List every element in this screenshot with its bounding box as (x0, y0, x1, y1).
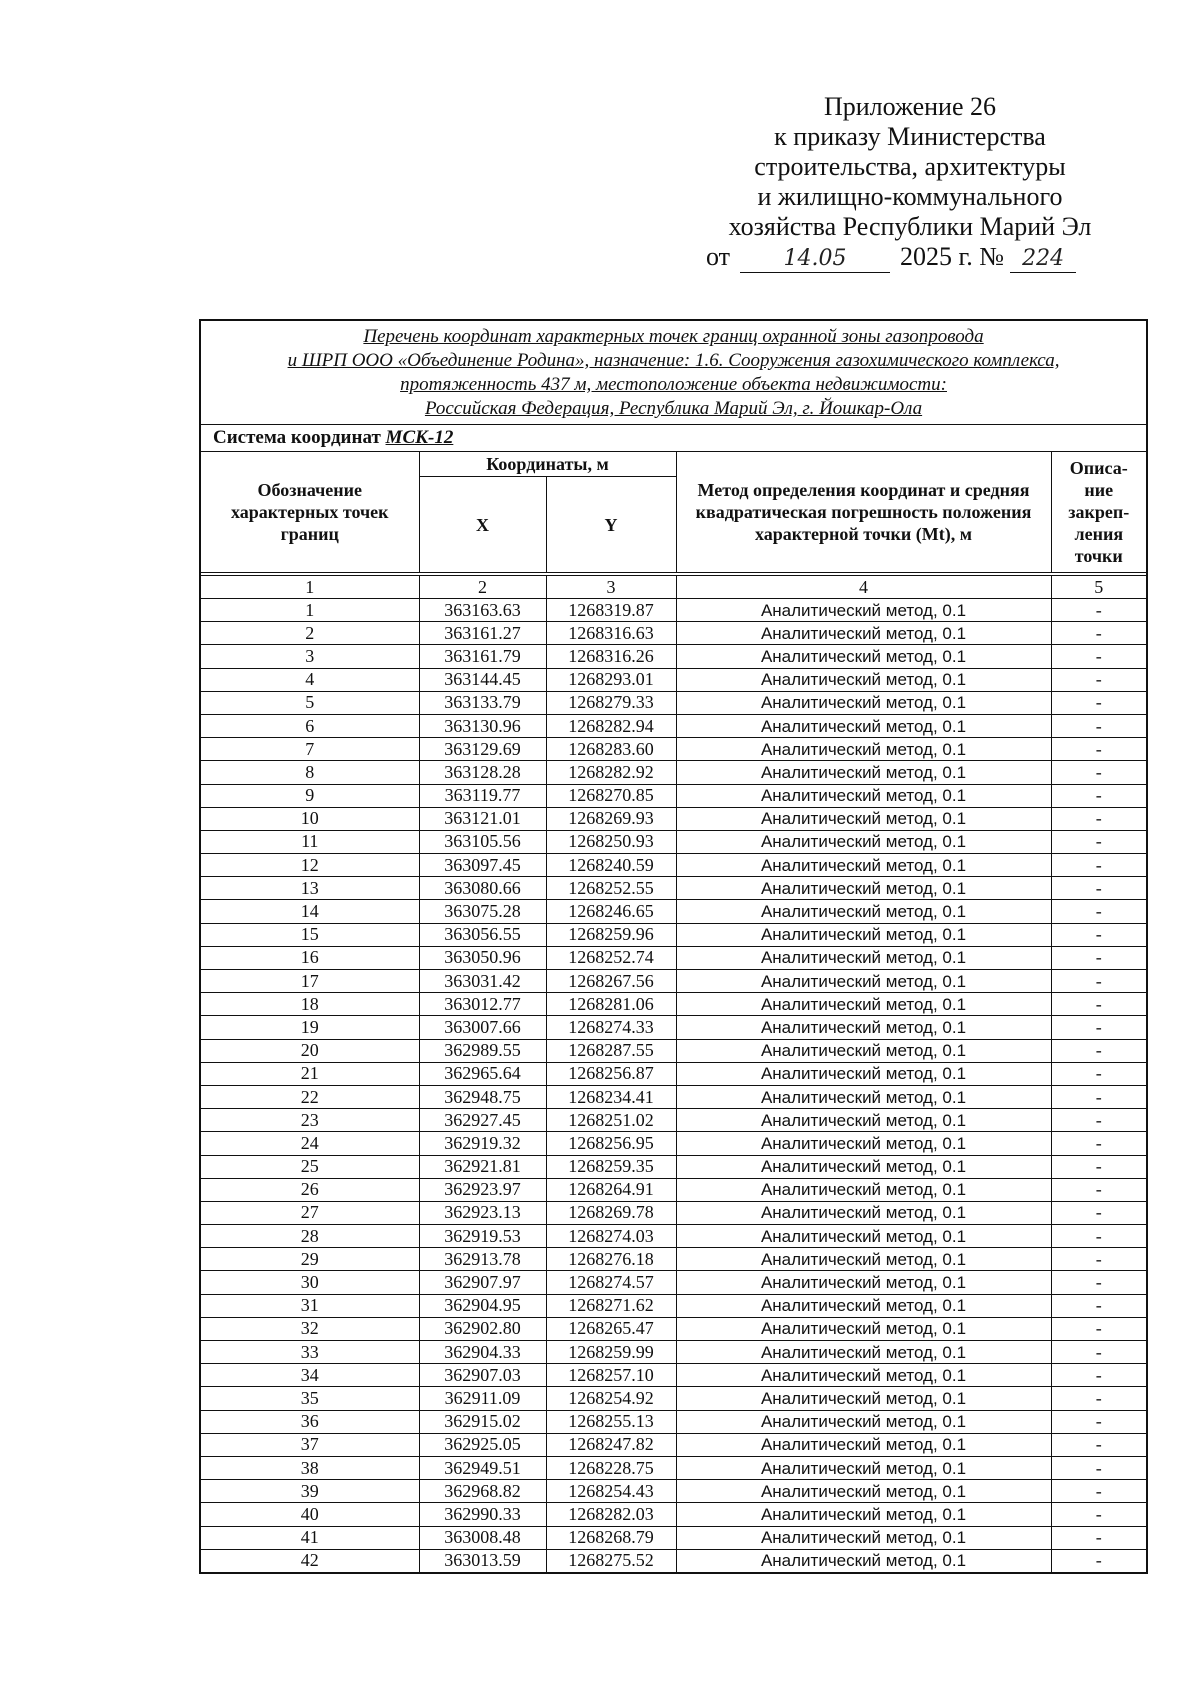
table-row (200, 923, 1147, 946)
table-row (200, 854, 1147, 877)
x-coordinate: 363097.45 (419, 854, 546, 877)
y-coordinate: 1268257.10 (546, 1364, 676, 1387)
table-row (200, 1132, 1147, 1155)
y-coordinate: 1268283.60 (546, 738, 676, 761)
y-coordinate: 1268251.02 (546, 1109, 676, 1132)
point-number: 16 (200, 946, 419, 969)
description: - (1051, 622, 1147, 645)
y-coordinate: 1268270.85 (546, 784, 676, 807)
description: - (1051, 807, 1147, 830)
y-coordinate: 1268256.87 (546, 1062, 676, 1085)
table-row (200, 761, 1147, 784)
y-coordinate: 1268281.06 (546, 993, 676, 1016)
method: Аналитический метод, 0.1 (676, 1155, 1051, 1178)
point-number: 32 (200, 1317, 419, 1340)
method: Аналитический метод, 0.1 (676, 970, 1051, 993)
y-coordinate: 1268282.92 (546, 761, 676, 784)
col-number: 5 (1051, 576, 1147, 599)
ministry-line-1: строительства, архитектуры (754, 152, 1066, 181)
table-row (200, 1480, 1147, 1503)
description: - (1051, 1364, 1147, 1387)
caption-line: Российская Федерация, Республика Марий Эл, г. Йошкар-Ола (424, 398, 923, 419)
point-number: 41 (200, 1526, 419, 1549)
x-coordinate: 363056.55 (419, 923, 546, 946)
point-number: 31 (200, 1294, 419, 1317)
x-coordinate: 363121.01 (419, 807, 546, 830)
method: Аналитический метод, 0.1 (676, 1503, 1051, 1526)
y-coordinate: 1268271.62 (546, 1294, 676, 1317)
point-number: 5 (200, 691, 419, 714)
table-row (200, 1201, 1147, 1224)
y-coordinate: 1268255.13 (546, 1410, 676, 1433)
table-row (200, 807, 1147, 830)
description: - (1051, 1132, 1147, 1155)
point-number: 20 (200, 1039, 419, 1062)
description: - (1051, 1039, 1147, 1062)
description: - (1051, 877, 1147, 900)
x-coordinate: 362925.05 (419, 1433, 546, 1456)
col-number: 4 (676, 576, 1051, 599)
method: Аналитический метод, 0.1 (676, 1271, 1051, 1294)
point-number: 35 (200, 1387, 419, 1410)
point-number: 24 (200, 1132, 419, 1155)
coordinates-table (199, 319, 1148, 1574)
method: Аналитический метод, 0.1 (676, 1480, 1051, 1503)
table-row (200, 622, 1147, 645)
method: Аналитический метод, 0.1 (676, 1433, 1051, 1456)
x-coordinate: 363130.96 (419, 714, 546, 737)
point-number: 34 (200, 1364, 419, 1387)
method: Аналитический метод, 0.1 (676, 1132, 1051, 1155)
order-date-line (700, 242, 1120, 273)
method: Аналитический метод, 0.1 (676, 784, 1051, 807)
handwritten-date: 14.05 (740, 246, 890, 273)
y-coordinate: 1268268.79 (546, 1526, 676, 1549)
method: Аналитический метод, 0.1 (676, 1549, 1051, 1573)
method: Аналитический метод, 0.1 (676, 738, 1051, 761)
table-caption-row (200, 320, 1147, 425)
x-coordinate: 363075.28 (419, 900, 546, 923)
col-number: 2 (419, 576, 546, 599)
table-row (200, 1410, 1147, 1433)
point-number: 19 (200, 1016, 419, 1039)
point-number: 9 (200, 784, 419, 807)
description: - (1051, 1016, 1147, 1039)
description: - (1051, 738, 1147, 761)
x-coordinate: 362923.97 (419, 1178, 546, 1201)
table-row (200, 1317, 1147, 1340)
table-row (200, 993, 1147, 1016)
method: Аналитический метод, 0.1 (676, 599, 1051, 622)
table-row (200, 668, 1147, 691)
caption-line: и ШРП ООО «Объединение Родина», назначение: 1.6. Сооружения газохимического комплекса, (287, 350, 1060, 371)
method: Аналитический метод, 0.1 (676, 923, 1051, 946)
y-coordinate: 1268256.95 (546, 1132, 676, 1155)
table-row (200, 599, 1147, 622)
point-number: 30 (200, 1271, 419, 1294)
method: Аналитический метод, 0.1 (676, 993, 1051, 1016)
table-row (200, 877, 1147, 900)
description: - (1051, 1109, 1147, 1132)
y-coordinate: 1268319.87 (546, 599, 676, 622)
x-coordinate: 362948.75 (419, 1085, 546, 1108)
x-coordinate: 363161.79 (419, 645, 546, 668)
caption-line: Перечень координат характерных точек границ охранной зоны газопровода (363, 326, 984, 347)
y-coordinate: 1268264.91 (546, 1178, 676, 1201)
col-x-header: X (419, 477, 546, 573)
table-row (200, 1155, 1147, 1178)
y-coordinate: 1268246.65 (546, 900, 676, 923)
x-coordinate: 363007.66 (419, 1016, 546, 1039)
col-number: 3 (546, 576, 676, 599)
y-coordinate: 1268274.33 (546, 1016, 676, 1039)
coordinate-system (200, 425, 1147, 452)
x-coordinate: 363105.56 (419, 830, 546, 853)
method: Аналитический метод, 0.1 (676, 1294, 1051, 1317)
y-coordinate: 1268269.93 (546, 807, 676, 830)
x-coordinate: 362907.97 (419, 1271, 546, 1294)
x-coordinate: 363013.59 (419, 1549, 546, 1573)
point-number: 23 (200, 1109, 419, 1132)
method: Аналитический метод, 0.1 (676, 830, 1051, 853)
x-coordinate: 362913.78 (419, 1248, 546, 1271)
header-row-1 (200, 452, 1147, 477)
y-coordinate: 1268274.57 (546, 1271, 676, 1294)
x-coordinate: 362904.95 (419, 1294, 546, 1317)
point-number: 17 (200, 970, 419, 993)
description: - (1051, 1387, 1147, 1410)
table-row (200, 1271, 1147, 1294)
description: - (1051, 854, 1147, 877)
y-coordinate: 1268282.94 (546, 714, 676, 737)
description: - (1051, 1085, 1147, 1108)
description: - (1051, 970, 1147, 993)
crs-row (200, 425, 1147, 452)
description: - (1051, 1456, 1147, 1479)
table-row (200, 714, 1147, 737)
table-row (200, 784, 1147, 807)
method: Аналитический метод, 0.1 (676, 1317, 1051, 1340)
description: - (1051, 1201, 1147, 1224)
x-coordinate: 362923.13 (419, 1201, 546, 1224)
point-number: 33 (200, 1341, 419, 1364)
description: - (1051, 645, 1147, 668)
point-number: 39 (200, 1480, 419, 1503)
table-row (200, 900, 1147, 923)
description: - (1051, 1549, 1147, 1573)
description: - (1051, 599, 1147, 622)
x-coordinate: 362968.82 (419, 1480, 546, 1503)
x-coordinate: 362911.09 (419, 1387, 546, 1410)
y-coordinate: 1268274.03 (546, 1225, 676, 1248)
appendix-header (700, 92, 1120, 273)
table-row (200, 970, 1147, 993)
point-number: 14 (200, 900, 419, 923)
description: - (1051, 1062, 1147, 1085)
table-row (200, 830, 1147, 853)
method: Аналитический метод, 0.1 (676, 1526, 1051, 1549)
crs-value: МСК-12 (385, 427, 454, 448)
y-coordinate: 1268259.99 (546, 1341, 676, 1364)
y-coordinate: 1268269.78 (546, 1201, 676, 1224)
col-number: 1 (200, 576, 419, 599)
method: Аналитический метод, 0.1 (676, 1062, 1051, 1085)
description: - (1051, 784, 1147, 807)
description: - (1051, 714, 1147, 737)
table-caption (200, 320, 1147, 425)
x-coordinate: 362902.80 (419, 1317, 546, 1340)
y-coordinate: 1268287.55 (546, 1039, 676, 1062)
point-number: 40 (200, 1503, 419, 1526)
table-row (200, 645, 1147, 668)
description: - (1051, 1410, 1147, 1433)
col-desc-header: Описа-ние закреп-ления точки (1051, 452, 1147, 573)
description: - (1051, 1248, 1147, 1271)
point-number: 38 (200, 1456, 419, 1479)
method: Аналитический метод, 0.1 (676, 1085, 1051, 1108)
y-coordinate: 1268250.93 (546, 830, 676, 853)
table-row (200, 1456, 1147, 1479)
point-number: 27 (200, 1201, 419, 1224)
table-row (200, 738, 1147, 761)
description: - (1051, 900, 1147, 923)
table-row (200, 1062, 1147, 1085)
method: Аналитический метод, 0.1 (676, 1109, 1051, 1132)
point-number: 26 (200, 1178, 419, 1201)
y-coordinate: 1268265.47 (546, 1317, 676, 1340)
x-coordinate: 363050.96 (419, 946, 546, 969)
table-row (200, 1526, 1147, 1549)
col-y-header: Y (546, 477, 676, 573)
handwritten-order-number: 224 (1010, 246, 1076, 273)
crs-label: Система координат (213, 427, 381, 448)
point-number: 3 (200, 645, 419, 668)
column-number-row (200, 576, 1147, 599)
point-number: 25 (200, 1155, 419, 1178)
description: - (1051, 993, 1147, 1016)
method: Аналитический метод, 0.1 (676, 1364, 1051, 1387)
x-coordinate: 363163.63 (419, 599, 546, 622)
method: Аналитический метод, 0.1 (676, 622, 1051, 645)
method: Аналитический метод, 0.1 (676, 668, 1051, 691)
table-row (200, 1248, 1147, 1271)
appendix-title: Приложение 26 (823, 92, 997, 121)
description: - (1051, 1317, 1147, 1340)
point-number: 13 (200, 877, 419, 900)
point-number: 11 (200, 830, 419, 853)
x-coordinate: 362921.81 (419, 1155, 546, 1178)
point-number: 10 (200, 807, 419, 830)
y-coordinate: 1268247.82 (546, 1433, 676, 1456)
description: - (1051, 946, 1147, 969)
col-point-header: Обозначение характерных точек границ (200, 452, 419, 573)
method: Аналитический метод, 0.1 (676, 807, 1051, 830)
table-row (200, 1364, 1147, 1387)
method: Аналитический метод, 0.1 (676, 1387, 1051, 1410)
description: - (1051, 923, 1147, 946)
y-coordinate: 1268254.43 (546, 1480, 676, 1503)
y-coordinate: 1268267.56 (546, 970, 676, 993)
table-row (200, 691, 1147, 714)
x-coordinate: 362907.03 (419, 1364, 546, 1387)
col-coords-header: Координаты, м (419, 452, 676, 477)
point-number: 7 (200, 738, 419, 761)
x-coordinate: 362990.33 (419, 1503, 546, 1526)
method: Аналитический метод, 0.1 (676, 900, 1051, 923)
x-coordinate: 362989.55 (419, 1039, 546, 1062)
x-coordinate: 363144.45 (419, 668, 546, 691)
y-coordinate: 1268316.63 (546, 622, 676, 645)
method: Аналитический метод, 0.1 (676, 645, 1051, 668)
x-coordinate: 363119.77 (419, 784, 546, 807)
y-coordinate: 1268228.75 (546, 1456, 676, 1479)
description: - (1051, 1526, 1147, 1549)
y-coordinate: 1268282.03 (546, 1503, 676, 1526)
method: Аналитический метод, 0.1 (676, 877, 1051, 900)
description: - (1051, 1294, 1147, 1317)
description: - (1051, 1341, 1147, 1364)
x-coordinate: 363080.66 (419, 877, 546, 900)
method: Аналитический метод, 0.1 (676, 1039, 1051, 1062)
y-coordinate: 1268252.55 (546, 877, 676, 900)
point-number: 18 (200, 993, 419, 1016)
method: Аналитический метод, 0.1 (676, 1456, 1051, 1479)
point-number: 36 (200, 1410, 419, 1433)
table-row (200, 1178, 1147, 1201)
description: - (1051, 761, 1147, 784)
x-coordinate: 363031.42 (419, 970, 546, 993)
x-coordinate: 363133.79 (419, 691, 546, 714)
y-coordinate: 1268276.18 (546, 1248, 676, 1271)
point-number: 15 (200, 923, 419, 946)
x-coordinate: 363012.77 (419, 993, 546, 1016)
y-coordinate: 1268316.26 (546, 645, 676, 668)
description: - (1051, 668, 1147, 691)
method: Аналитический метод, 0.1 (676, 1410, 1051, 1433)
description: - (1051, 1433, 1147, 1456)
date-prefix: от (706, 242, 731, 271)
method: Аналитический метод, 0.1 (676, 714, 1051, 737)
x-coordinate: 363129.69 (419, 738, 546, 761)
table-row (200, 1085, 1147, 1108)
y-coordinate: 1268259.35 (546, 1155, 676, 1178)
point-number: 12 (200, 854, 419, 877)
point-number: 8 (200, 761, 419, 784)
table-row (200, 1387, 1147, 1410)
table-row (200, 946, 1147, 969)
table-row (200, 1225, 1147, 1248)
table-row (200, 1341, 1147, 1364)
x-coordinate: 362927.45 (419, 1109, 546, 1132)
point-number: 42 (200, 1549, 419, 1573)
point-number: 37 (200, 1433, 419, 1456)
description: - (1051, 1225, 1147, 1248)
x-coordinate: 362904.33 (419, 1341, 546, 1364)
method: Аналитический метод, 0.1 (676, 946, 1051, 969)
x-coordinate: 363128.28 (419, 761, 546, 784)
method: Аналитический метод, 0.1 (676, 1225, 1051, 1248)
x-coordinate: 362919.53 (419, 1225, 546, 1248)
col-method-header: Метод определения координат и средняя квадратическая погрешность положения характерной точки (Mt), м (676, 452, 1051, 573)
method: Аналитический метод, 0.1 (676, 1016, 1051, 1039)
description: - (1051, 691, 1147, 714)
y-coordinate: 1268254.92 (546, 1387, 676, 1410)
point-number: 28 (200, 1225, 419, 1248)
description: - (1051, 1503, 1147, 1526)
description: - (1051, 1271, 1147, 1294)
order-reference-line: к приказу Министерства (774, 122, 1046, 151)
table-row (200, 1039, 1147, 1062)
x-coordinate: 363008.48 (419, 1526, 546, 1549)
method: Аналитический метод, 0.1 (676, 691, 1051, 714)
method: Аналитический метод, 0.1 (676, 1178, 1051, 1201)
table-row (200, 1503, 1147, 1526)
description: - (1051, 830, 1147, 853)
y-coordinate: 1268279.33 (546, 691, 676, 714)
point-number: 29 (200, 1248, 419, 1271)
point-number: 6 (200, 714, 419, 737)
description: - (1051, 1178, 1147, 1201)
x-coordinate: 362919.32 (419, 1132, 546, 1155)
point-number: 1 (200, 599, 419, 622)
description: - (1051, 1155, 1147, 1178)
x-coordinate: 362965.64 (419, 1062, 546, 1085)
table-row (200, 1294, 1147, 1317)
table-row (200, 1549, 1147, 1573)
y-coordinate: 1268234.41 (546, 1085, 676, 1108)
y-coordinate: 1268293.01 (546, 668, 676, 691)
point-number: 21 (200, 1062, 419, 1085)
table-row (200, 1433, 1147, 1456)
table-row (200, 1016, 1147, 1039)
description: - (1051, 1480, 1147, 1503)
point-number: 2 (200, 622, 419, 645)
y-coordinate: 1268275.52 (546, 1549, 676, 1573)
y-coordinate: 1268240.59 (546, 854, 676, 877)
ministry-line-2: и жилищно-коммунального (757, 182, 1063, 211)
method: Аналитический метод, 0.1 (676, 1201, 1051, 1224)
year-number-label: 2025 г. № (900, 242, 1005, 271)
caption-line: протяженность 437 м, местоположение объекта недвижимости: (400, 374, 947, 395)
method: Аналитический метод, 0.1 (676, 1248, 1051, 1271)
method: Аналитический метод, 0.1 (676, 854, 1051, 877)
point-number: 4 (200, 668, 419, 691)
point-number: 22 (200, 1085, 419, 1108)
y-coordinate: 1268252.74 (546, 946, 676, 969)
method: Аналитический метод, 0.1 (676, 1341, 1051, 1364)
ministry-line-3: хозяйства Республики Марий Эл (728, 212, 1092, 241)
x-coordinate: 363161.27 (419, 622, 546, 645)
method: Аналитический метод, 0.1 (676, 761, 1051, 784)
x-coordinate: 362915.02 (419, 1410, 546, 1433)
x-coordinate: 362949.51 (419, 1456, 546, 1479)
y-coordinate: 1268259.96 (546, 923, 676, 946)
table-row (200, 1109, 1147, 1132)
